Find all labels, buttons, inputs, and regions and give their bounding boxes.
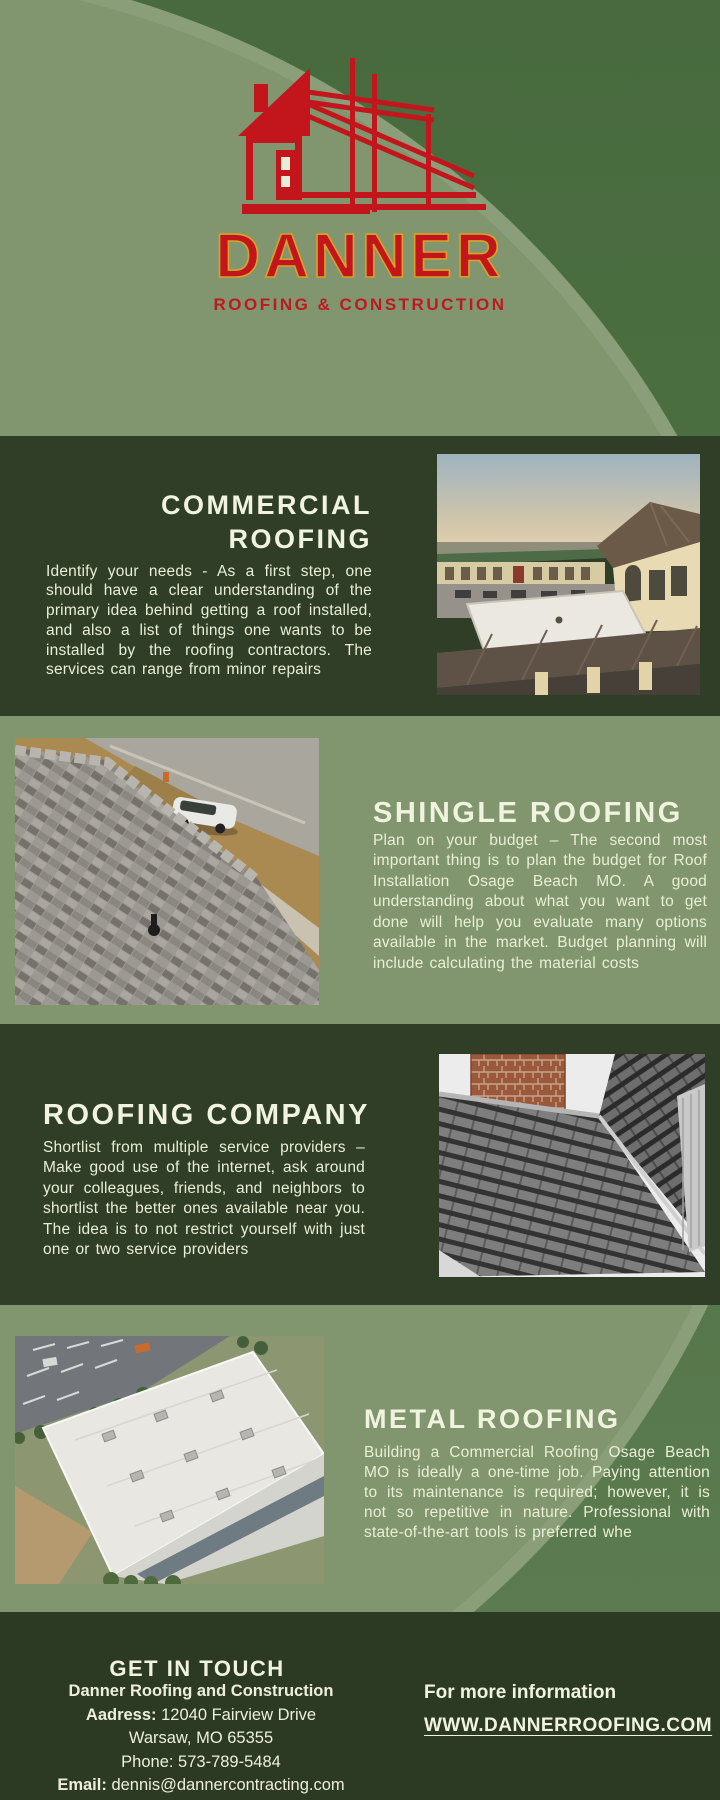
header: [160, 58, 560, 315]
section-body-company: Shortlist from multiple service providers – Make good use of the internet, ask around your colleagues, friends, and neighbors to shortlist the better ones available near you. The idea is to not restrict yourself with just one or two service providers: [43, 1138, 365, 1258]
footer-website-link[interactable]: WWW.DANNERROOFING.COM: [424, 1715, 713, 1736]
section-body-commercial: Identify your needs - As a first step, one should have a clear understanding of the primary idea behind getting a roof installed, and also a list of things one wants to be installed by the roofing contractors. The services can range from minor repairs: [46, 562, 372, 679]
footer-more-info-block: [424, 1682, 713, 1737]
section-body-metal: Building a Commercial Roofing Osage Beach MO is ideally a one-time job. Paying attention to its maintenance is required; however, it is not so repetitive in nature. Professional with state-of-the-art tools is preferred whe: [364, 1443, 710, 1541]
footer-more-info-label: For more information: [424, 1682, 617, 1703]
footer-heading: GET IN TOUCH: [109, 1656, 285, 1682]
shingle-roofing-photo: [15, 738, 319, 1005]
logo-house-scaffold-icon: [234, 58, 486, 226]
brand-name: DANNER: [215, 222, 505, 291]
footer-city-line: Warsaw, MO 65355: [128, 1729, 274, 1747]
footer-company-name: Danner Roofing and Construction: [68, 1682, 334, 1700]
roofing-company-photo: [439, 1054, 705, 1277]
section-title-metal: METAL ROOFING: [364, 1404, 621, 1435]
brand-tagline: ROOFING & CONSTRUCTION: [213, 295, 507, 314]
footer-address-line: Aadress: 12040 Fairview Drive: [85, 1705, 317, 1724]
footer-contact-block: [12, 1680, 390, 1798]
section-title-company: ROOFING COMPANY: [43, 1099, 370, 1132]
section-title-commercial: COMMERCIAL ROOFING: [161, 490, 372, 555]
metal-roofing-photo: [15, 1336, 324, 1584]
footer-email-line: Email: dennis@dannercontracting.com: [57, 1776, 345, 1794]
footer-phone-line: Phone: 573-789-5484: [121, 1752, 281, 1771]
section-title-shingle: SHINGLE ROOFING: [373, 797, 683, 830]
section-body-shingle: Plan on your budget – The second most important thing is to plan the budget for Roof Installation Osage Beach MO. A good understanding about what you want to get done will help you evaluate many options available in the market. Budget planning will include calculating the material costs: [373, 831, 707, 972]
commercial-roofing-photo: [437, 454, 700, 695]
